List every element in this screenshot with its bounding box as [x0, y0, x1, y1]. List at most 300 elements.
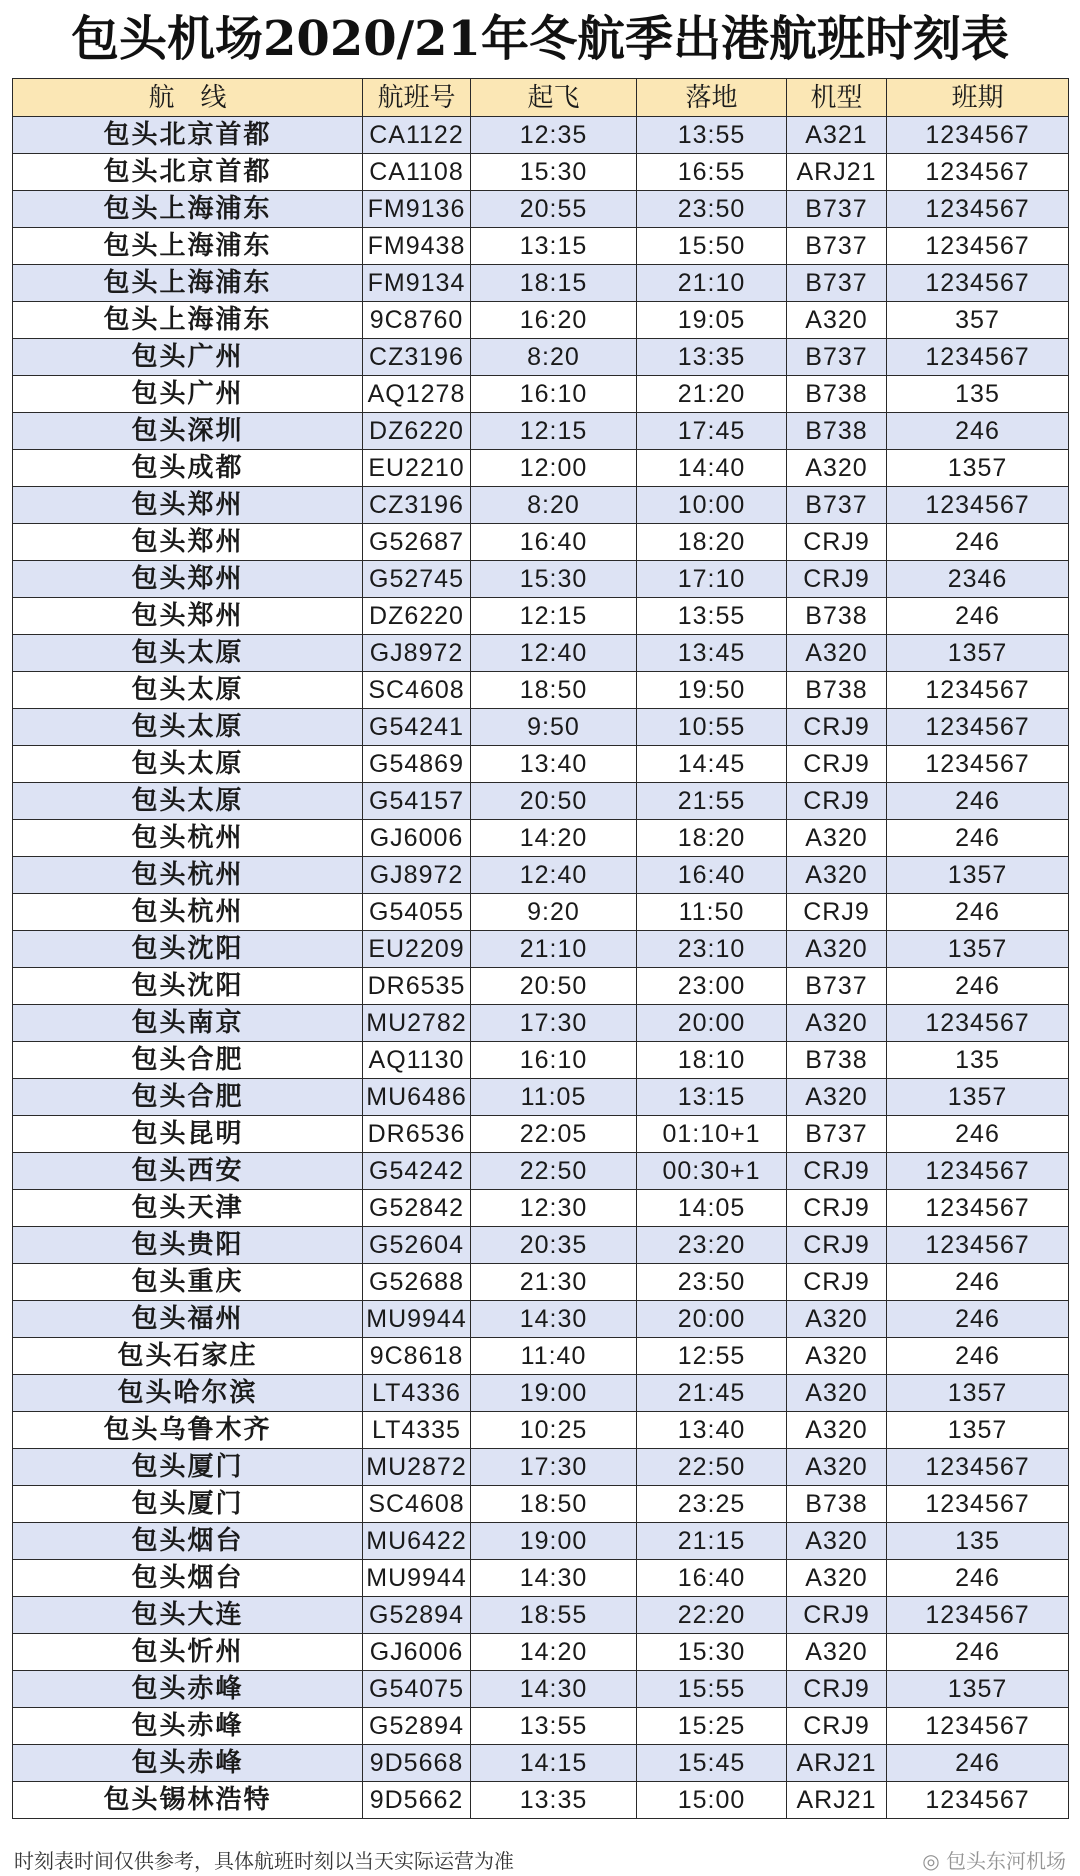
cell-departure-time: 12:35	[471, 117, 637, 154]
table-row	[13, 1042, 1069, 1079]
header-schedule-days: 班期	[887, 79, 1069, 117]
cell-route: 包头厦门	[13, 1486, 363, 1523]
cell-schedule-days: 246	[887, 524, 1069, 561]
cell-departure-time: 17:30	[471, 1005, 637, 1042]
cell-departure-time: 12:30	[471, 1190, 637, 1227]
cell-route: 包头石家庄	[13, 1338, 363, 1375]
cell-departure-time: 16:10	[471, 1042, 637, 1079]
cell-arrival-time: 21:10	[637, 265, 787, 302]
cell-aircraft-type: A320	[787, 1449, 887, 1486]
table-row	[13, 635, 1069, 672]
cell-aircraft-type: CRJ9	[787, 709, 887, 746]
cell-flight-number: LT4335	[363, 1412, 471, 1449]
cell-route: 包头郑州	[13, 524, 363, 561]
cell-arrival-time: 15:45	[637, 1745, 787, 1782]
cell-arrival-time: 13:55	[637, 598, 787, 635]
cell-flight-number: MU2872	[363, 1449, 471, 1486]
cell-schedule-days: 1234567	[887, 1449, 1069, 1486]
cell-schedule-days: 246	[887, 1560, 1069, 1597]
cell-arrival-time: 14:05	[637, 1190, 787, 1227]
table-body	[13, 117, 1069, 1819]
cell-arrival-time: 23:10	[637, 931, 787, 968]
cell-aircraft-type: A320	[787, 1005, 887, 1042]
cell-flight-number: 9D5668	[363, 1745, 471, 1782]
cell-route: 包头乌鲁木齐	[13, 1412, 363, 1449]
cell-departure-time: 22:50	[471, 1153, 637, 1190]
cell-departure-time: 12:15	[471, 413, 637, 450]
cell-schedule-days: 1234567	[887, 1782, 1069, 1819]
cell-arrival-time: 18:20	[637, 820, 787, 857]
cell-arrival-time: 16:40	[637, 857, 787, 894]
cell-departure-time: 19:00	[471, 1375, 637, 1412]
cell-route: 包头贵阳	[13, 1227, 363, 1264]
cell-route: 包头赤峰	[13, 1745, 363, 1782]
cell-departure-time: 18:50	[471, 1486, 637, 1523]
cell-departure-time: 15:30	[471, 154, 637, 191]
cell-aircraft-type: CRJ9	[787, 894, 887, 931]
cell-flight-number: DZ6220	[363, 413, 471, 450]
table-row	[13, 1079, 1069, 1116]
cell-schedule-days: 1234567	[887, 1486, 1069, 1523]
cell-aircraft-type: B737	[787, 487, 887, 524]
cell-schedule-days: 246	[887, 1745, 1069, 1782]
cell-flight-number: MU2782	[363, 1005, 471, 1042]
cell-aircraft-type: CRJ9	[787, 1190, 887, 1227]
cell-arrival-time: 20:00	[637, 1005, 787, 1042]
cell-arrival-time: 16:40	[637, 1560, 787, 1597]
table-row	[13, 968, 1069, 1005]
cell-route: 包头深圳	[13, 413, 363, 450]
cell-departure-time: 22:05	[471, 1116, 637, 1153]
table-row	[13, 191, 1069, 228]
cell-schedule-days: 1357	[887, 1412, 1069, 1449]
cell-aircraft-type: A320	[787, 931, 887, 968]
cell-aircraft-type: A320	[787, 1412, 887, 1449]
cell-schedule-days: 1234567	[887, 487, 1069, 524]
cell-route: 包头赤峰	[13, 1671, 363, 1708]
cell-arrival-time: 20:00	[637, 1301, 787, 1338]
cell-schedule-days: 1234567	[887, 1190, 1069, 1227]
cell-route: 包头哈尔滨	[13, 1375, 363, 1412]
cell-departure-time: 18:15	[471, 265, 637, 302]
cell-arrival-time: 22:20	[637, 1597, 787, 1634]
cell-flight-number: DR6536	[363, 1116, 471, 1153]
cell-arrival-time: 21:15	[637, 1523, 787, 1560]
cell-aircraft-type: B738	[787, 598, 887, 635]
cell-departure-time: 13:35	[471, 1782, 637, 1819]
cell-departure-time: 9:50	[471, 709, 637, 746]
table-row	[13, 783, 1069, 820]
cell-route: 包头重庆	[13, 1264, 363, 1301]
cell-flight-number: 9C8760	[363, 302, 471, 339]
cell-route: 包头烟台	[13, 1560, 363, 1597]
cell-aircraft-type: CRJ9	[787, 1264, 887, 1301]
cell-schedule-days: 246	[887, 1116, 1069, 1153]
cell-route: 包头上海浦东	[13, 265, 363, 302]
table-row	[13, 1560, 1069, 1597]
cell-flight-number: G52745	[363, 561, 471, 598]
disclaimer-note: 时刻表时间仅供参考，具体航班时刻以当天实际运营为准	[14, 1849, 514, 1873]
cell-arrival-time: 10:55	[637, 709, 787, 746]
cell-departure-time: 16:10	[471, 376, 637, 413]
cell-schedule-days: 1234567	[887, 1153, 1069, 1190]
cell-schedule-days: 246	[887, 968, 1069, 1005]
cell-schedule-days: 1357	[887, 1375, 1069, 1412]
cell-schedule-days: 135	[887, 1523, 1069, 1560]
cell-schedule-days: 1357	[887, 931, 1069, 968]
cell-route: 包头太原	[13, 746, 363, 783]
page-title: 包头机场2020/21年冬航季出港航班时刻表	[71, 11, 1009, 67]
cell-departure-time: 14:20	[471, 820, 637, 857]
cell-arrival-time: 17:10	[637, 561, 787, 598]
cell-route: 包头郑州	[13, 487, 363, 524]
cell-arrival-time: 23:25	[637, 1486, 787, 1523]
table-row	[13, 1671, 1069, 1708]
cell-schedule-days: 246	[887, 598, 1069, 635]
cell-aircraft-type: CRJ9	[787, 524, 887, 561]
cell-route: 包头成都	[13, 450, 363, 487]
table-row	[13, 117, 1069, 154]
cell-flight-number: CZ3196	[363, 339, 471, 376]
table-row	[13, 302, 1069, 339]
cell-schedule-days: 1357	[887, 635, 1069, 672]
cell-flight-number: AQ1278	[363, 376, 471, 413]
table-row	[13, 1227, 1069, 1264]
cell-arrival-time: 14:40	[637, 450, 787, 487]
cell-route: 包头锡林浩特	[13, 1782, 363, 1819]
table-row	[13, 1486, 1069, 1523]
cell-arrival-time: 01:10+1	[637, 1116, 787, 1153]
table-row	[13, 1745, 1069, 1782]
cell-route: 包头合肥	[13, 1079, 363, 1116]
cell-flight-number: G52687	[363, 524, 471, 561]
cell-departure-time: 14:30	[471, 1301, 637, 1338]
cell-departure-time: 8:20	[471, 487, 637, 524]
cell-flight-number: MU9944	[363, 1301, 471, 1338]
table-row	[13, 413, 1069, 450]
cell-aircraft-type: A320	[787, 1079, 887, 1116]
cell-arrival-time: 15:00	[637, 1782, 787, 1819]
cell-flight-number: GJ6006	[363, 820, 471, 857]
table-row	[13, 709, 1069, 746]
cell-arrival-time: 13:35	[637, 339, 787, 376]
cell-aircraft-type: B738	[787, 672, 887, 709]
cell-aircraft-type: CRJ9	[787, 561, 887, 598]
cell-route: 包头福州	[13, 1301, 363, 1338]
cell-aircraft-type: ARJ21	[787, 1745, 887, 1782]
cell-route: 包头郑州	[13, 561, 363, 598]
cell-route: 包头北京首都	[13, 117, 363, 154]
table-row	[13, 376, 1069, 413]
cell-route: 包头沈阳	[13, 931, 363, 968]
cell-schedule-days: 1234567	[887, 339, 1069, 376]
table-row	[13, 524, 1069, 561]
table-row	[13, 1634, 1069, 1671]
cell-departure-time: 11:05	[471, 1079, 637, 1116]
cell-route: 包头忻州	[13, 1634, 363, 1671]
cell-flight-number: G54157	[363, 783, 471, 820]
table-row	[13, 1782, 1069, 1819]
cell-route: 包头沈阳	[13, 968, 363, 1005]
cell-arrival-time: 15:55	[637, 1671, 787, 1708]
table-row	[13, 1116, 1069, 1153]
cell-arrival-time: 18:10	[637, 1042, 787, 1079]
cell-arrival-time: 11:50	[637, 894, 787, 931]
cell-flight-number: DZ6220	[363, 598, 471, 635]
cell-flight-number: G54869	[363, 746, 471, 783]
cell-aircraft-type: A320	[787, 1634, 887, 1671]
cell-schedule-days: 1234567	[887, 1597, 1069, 1634]
cell-departure-time: 21:10	[471, 931, 637, 968]
table-row	[13, 1523, 1069, 1560]
cell-arrival-time: 23:20	[637, 1227, 787, 1264]
cell-flight-number: G52894	[363, 1597, 471, 1634]
table-row	[13, 931, 1069, 968]
cell-departure-time: 12:40	[471, 635, 637, 672]
cell-arrival-time: 23:50	[637, 191, 787, 228]
cell-schedule-days: 246	[887, 413, 1069, 450]
cell-route: 包头太原	[13, 709, 363, 746]
cell-schedule-days: 357	[887, 302, 1069, 339]
cell-flight-number: SC4608	[363, 1486, 471, 1523]
cell-route: 包头合肥	[13, 1042, 363, 1079]
cell-schedule-days: 1357	[887, 450, 1069, 487]
cell-schedule-days: 246	[887, 820, 1069, 857]
cell-departure-time: 16:20	[471, 302, 637, 339]
cell-arrival-time: 18:20	[637, 524, 787, 561]
cell-aircraft-type: A320	[787, 820, 887, 857]
footer	[14, 1848, 1066, 1874]
cell-aircraft-type: A320	[787, 1523, 887, 1560]
cell-arrival-time: 23:50	[637, 1264, 787, 1301]
cell-schedule-days: 1234567	[887, 1005, 1069, 1042]
cell-arrival-time: 23:00	[637, 968, 787, 1005]
cell-aircraft-type: CRJ9	[787, 1153, 887, 1190]
table-row	[13, 598, 1069, 635]
cell-arrival-time: 19:05	[637, 302, 787, 339]
cell-departure-time: 20:55	[471, 191, 637, 228]
cell-flight-number: DR6535	[363, 968, 471, 1005]
cell-route: 包头天津	[13, 1190, 363, 1227]
cell-aircraft-type: B738	[787, 413, 887, 450]
cell-schedule-days: 1234567	[887, 672, 1069, 709]
cell-schedule-days: 246	[887, 1338, 1069, 1375]
cell-aircraft-type: B737	[787, 1116, 887, 1153]
flight-schedule-table	[12, 78, 1069, 1819]
cell-aircraft-type: A320	[787, 1560, 887, 1597]
cell-aircraft-type: A320	[787, 1375, 887, 1412]
cell-flight-number: 9C8618	[363, 1338, 471, 1375]
cell-flight-number: CA1108	[363, 154, 471, 191]
cell-arrival-time: 15:30	[637, 1634, 787, 1671]
cell-schedule-days: 246	[887, 894, 1069, 931]
cell-arrival-time: 15:25	[637, 1708, 787, 1745]
cell-route: 包头北京首都	[13, 154, 363, 191]
cell-schedule-days: 1234567	[887, 746, 1069, 783]
table-row	[13, 820, 1069, 857]
cell-route: 包头上海浦东	[13, 302, 363, 339]
cell-aircraft-type: CRJ9	[787, 1227, 887, 1264]
cell-route: 包头广州	[13, 376, 363, 413]
cell-arrival-time: 21:55	[637, 783, 787, 820]
cell-route: 包头昆明	[13, 1116, 363, 1153]
cell-flight-number: G54242	[363, 1153, 471, 1190]
cell-route: 包头太原	[13, 672, 363, 709]
cell-departure-time: 8:20	[471, 339, 637, 376]
cell-schedule-days: 246	[887, 1301, 1069, 1338]
cell-departure-time: 14:20	[471, 1634, 637, 1671]
table-row	[13, 228, 1069, 265]
table-row	[13, 1375, 1069, 1412]
cell-aircraft-type: A321	[787, 117, 887, 154]
table-row	[13, 1153, 1069, 1190]
cell-flight-number: GJ8972	[363, 635, 471, 672]
cell-route: 包头太原	[13, 635, 363, 672]
table-row	[13, 1338, 1069, 1375]
cell-route: 包头太原	[13, 783, 363, 820]
cell-arrival-time: 13:55	[637, 117, 787, 154]
cell-arrival-time: 15:50	[637, 228, 787, 265]
table-row	[13, 1597, 1069, 1634]
cell-schedule-days: 1234567	[887, 228, 1069, 265]
cell-route: 包头烟台	[13, 1523, 363, 1560]
cell-flight-number: MU6422	[363, 1523, 471, 1560]
cell-aircraft-type: CRJ9	[787, 746, 887, 783]
cell-aircraft-type: CRJ9	[787, 1671, 887, 1708]
cell-route: 包头郑州	[13, 598, 363, 635]
table-header-row	[13, 79, 1069, 117]
cell-departure-time: 9:20	[471, 894, 637, 931]
cell-flight-number: 9D5662	[363, 1782, 471, 1819]
cell-schedule-days: 1234567	[887, 709, 1069, 746]
table-row	[13, 154, 1069, 191]
cell-arrival-time: 21:20	[637, 376, 787, 413]
cell-route: 包头上海浦东	[13, 228, 363, 265]
cell-arrival-time: 12:55	[637, 1338, 787, 1375]
cell-schedule-days: 246	[887, 1264, 1069, 1301]
cell-aircraft-type: CRJ9	[787, 1597, 887, 1634]
cell-flight-number: EU2210	[363, 450, 471, 487]
cell-flight-number: G54075	[363, 1671, 471, 1708]
cell-flight-number: CZ3196	[363, 487, 471, 524]
cell-flight-number: G54241	[363, 709, 471, 746]
cell-departure-time: 11:40	[471, 1338, 637, 1375]
cell-flight-number: MU6486	[363, 1079, 471, 1116]
cell-flight-number: SC4608	[363, 672, 471, 709]
cell-schedule-days: 1234567	[887, 265, 1069, 302]
cell-schedule-days: 1234567	[887, 1227, 1069, 1264]
cell-arrival-time: 19:50	[637, 672, 787, 709]
cell-flight-number: FM9136	[363, 191, 471, 228]
table-row	[13, 1264, 1069, 1301]
header-flight-number: 航班号	[363, 79, 471, 117]
cell-schedule-days: 135	[887, 1042, 1069, 1079]
cell-arrival-time: 22:50	[637, 1449, 787, 1486]
cell-flight-number: GJ6006	[363, 1634, 471, 1671]
cell-departure-time: 12:00	[471, 450, 637, 487]
cell-schedule-days: 1357	[887, 857, 1069, 894]
cell-aircraft-type: A320	[787, 302, 887, 339]
table-row	[13, 487, 1069, 524]
watermark-text: 包头东河机场	[946, 1849, 1066, 1873]
table-row	[13, 857, 1069, 894]
cell-arrival-time: 14:45	[637, 746, 787, 783]
cell-schedule-days: 246	[887, 1634, 1069, 1671]
table-row	[13, 1412, 1069, 1449]
cell-arrival-time: 13:40	[637, 1412, 787, 1449]
cell-flight-number: LT4336	[363, 1375, 471, 1412]
table-row	[13, 894, 1069, 931]
cell-route: 包头杭州	[13, 894, 363, 931]
cell-aircraft-type: A320	[787, 1301, 887, 1338]
cell-arrival-time: 13:45	[637, 635, 787, 672]
cell-schedule-days: 1234567	[887, 117, 1069, 154]
cell-departure-time: 13:40	[471, 746, 637, 783]
cell-arrival-time: 00:30+1	[637, 1153, 787, 1190]
cell-departure-time: 12:15	[471, 598, 637, 635]
table-row	[13, 561, 1069, 598]
cell-schedule-days: 1234567	[887, 154, 1069, 191]
table-row	[13, 1449, 1069, 1486]
cell-departure-time: 21:30	[471, 1264, 637, 1301]
cell-aircraft-type: ARJ21	[787, 154, 887, 191]
cell-schedule-days: 1357	[887, 1671, 1069, 1708]
cell-departure-time: 20:50	[471, 783, 637, 820]
cell-flight-number: G54055	[363, 894, 471, 931]
header-route: 航 线	[13, 79, 363, 117]
cell-schedule-days: 1357	[887, 1079, 1069, 1116]
cell-departure-time: 18:50	[471, 672, 637, 709]
cell-aircraft-type: B737	[787, 191, 887, 228]
header-aircraft: 机型	[787, 79, 887, 117]
cell-aircraft-type: CRJ9	[787, 783, 887, 820]
cell-schedule-days: 1234567	[887, 1708, 1069, 1745]
cell-departure-time: 13:55	[471, 1708, 637, 1745]
cell-flight-number: G52894	[363, 1708, 471, 1745]
header-arrival: 落地	[637, 79, 787, 117]
cell-schedule-days: 1234567	[887, 191, 1069, 228]
cell-departure-time: 15:30	[471, 561, 637, 598]
cell-arrival-time: 10:00	[637, 487, 787, 524]
cell-aircraft-type: CRJ9	[787, 1708, 887, 1745]
cell-route: 包头杭州	[13, 820, 363, 857]
cell-aircraft-type: B737	[787, 228, 887, 265]
cell-flight-number: G52688	[363, 1264, 471, 1301]
cell-departure-time: 13:15	[471, 228, 637, 265]
cell-flight-number: FM9134	[363, 265, 471, 302]
table-row	[13, 672, 1069, 709]
cell-aircraft-type: A320	[787, 857, 887, 894]
cell-aircraft-type: B737	[787, 968, 887, 1005]
table-row	[13, 746, 1069, 783]
cell-aircraft-type: B737	[787, 265, 887, 302]
cell-arrival-time: 17:45	[637, 413, 787, 450]
cell-flight-number: GJ8972	[363, 857, 471, 894]
cell-route: 包头南京	[13, 1005, 363, 1042]
cell-arrival-time: 13:15	[637, 1079, 787, 1116]
table-row	[13, 1708, 1069, 1745]
cell-aircraft-type: A320	[787, 635, 887, 672]
cell-departure-time: 10:25	[471, 1412, 637, 1449]
cell-route: 包头广州	[13, 339, 363, 376]
cell-flight-number: G52604	[363, 1227, 471, 1264]
cell-flight-number: AQ1130	[363, 1042, 471, 1079]
table-row	[13, 1005, 1069, 1042]
cell-flight-number: G52842	[363, 1190, 471, 1227]
cell-aircraft-type: B737	[787, 339, 887, 376]
cell-departure-time: 17:30	[471, 1449, 637, 1486]
cell-schedule-days: 135	[887, 376, 1069, 413]
